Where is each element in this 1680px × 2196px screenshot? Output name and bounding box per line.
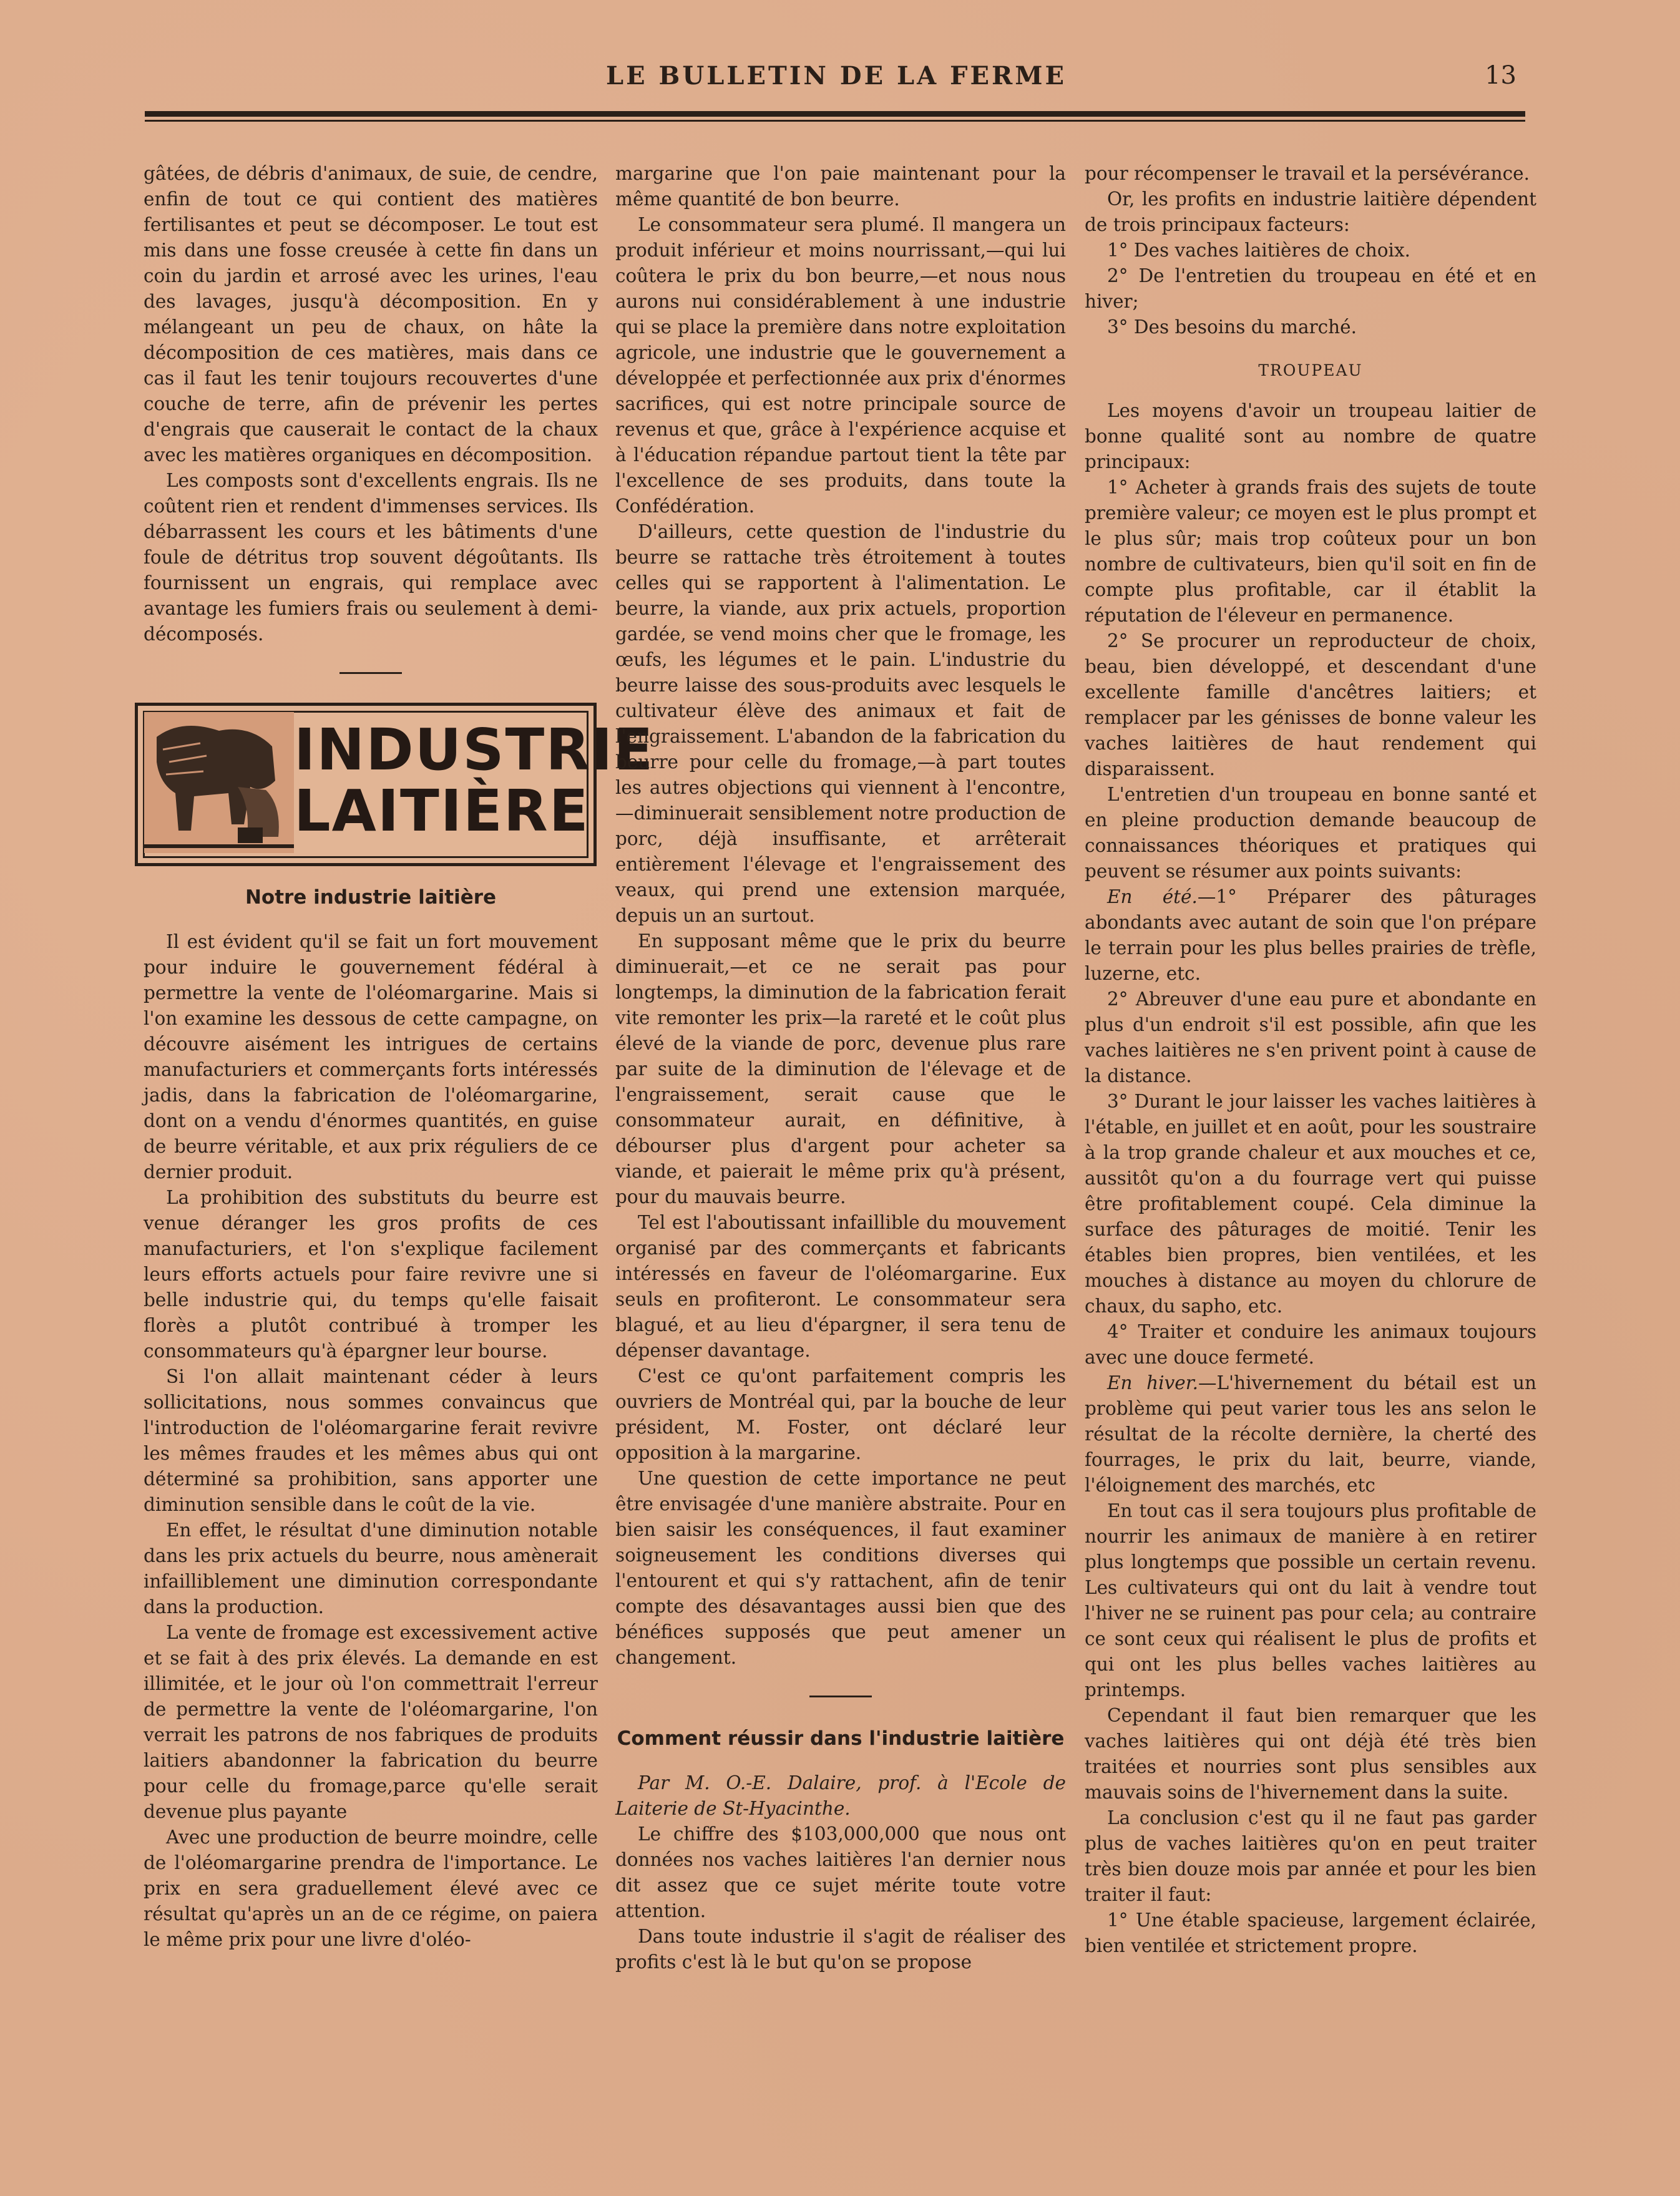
header-rule-thin — [145, 120, 1525, 122]
paragraph: Cependant il faut bien remarquer que les vaches laitières qui ont déjà été très bien traitées et nourries sont plus sensibles aux mauvais soins de l'hivernement dans la suite. — [1085, 1705, 1536, 1803]
paragraph: C'est ce qu'ont parfaitement compris les ouvriers de Montréal qui, par la bouche de leur président, M. Foster, ont déclaré leur opposition à la margarine. — [615, 1365, 1066, 1463]
page-number: 13 — [1485, 61, 1516, 90]
paragraph — [1085, 884, 1536, 987]
paragraph: Avec une production de beurre moindre, celle de l'oléomargarine prendra de l'importance. Le prix en sera graduellement élevé avec ce résultat qu'après un an de ce régime, on paiera le même prix pour une livre d'oléo- — [144, 1827, 598, 1950]
separator — [339, 672, 402, 674]
season-label: En été. — [1107, 886, 1198, 907]
paragraph: gâtées, de débris d'animaux, de suie, de cendre, enfin de tout ce qui contient des matières fertilisantes et peut se décomposer. Le tout est mis dans une fosse creusée à cette fin dans un coin du jardin et arrosé avec les urines, l'eau des lavages, jusqu'à décomposition. En y mélangeant un peu de chaux, on hâte la décomposition de ces matières, mais dans ce cas il faut les tenir toujours recouvertes d'une couche de terre, afin de prévenir les pertes d'engrais que causerait le contact de la chaux avec les matières organiques en décomposition. — [144, 163, 598, 466]
paragraph: La conclusion c'est qu il ne faut pas garder plus de vaches laitières qu'on en peut traiter très bien douze mois par année et pour les bien traiter il faut: — [1085, 1807, 1536, 1905]
paragraph: Une question de cette importance ne peut être envisagée d'une manière abstraite. Pour en bien saisir les conséquences, il faut examiner soigneusement les conditions diverses qui l'entourent et qui s'y rattachent, afin de tenir compte des désavantages aussi bien que des bénéfices supposés que peut amener un changement. — [615, 1468, 1066, 1668]
paragraph: 3° Durant le jour laisser les vaches laitières à l'étable, en juillet et en août, pour les soustraire à la trop grande chaleur et aux mouches et ce, aussitôt qu'on a du fourrage vert qui puisse être profitablement coupé. Cela diminue la surface des pâturages de moitié. Tenir les étables bien propres, bien ventilées, et les mouches à distance au moyen du chlorure de chaux, du sapho, etc. — [1085, 1091, 1536, 1317]
byline: Par M. O.-E. Dalaire, prof. à l'Ecole de Laiterie de St-Hyacinthe. — [615, 1772, 1066, 1819]
column-1 — [144, 161, 655, 1953]
paragraph-text: —L'hivernement du bétail est un problème qui peut varier tous les ans selon le résultat de la récolte dernière, la cherté des fourrages, le prix du lait, beurre, viande, l'éloignement des marchés, etc — [1085, 1372, 1536, 1496]
paragraph: En tout cas il sera toujours plus profitable de nourrir les animaux de manière à en retirer plus longtemps que possible un certain revenu. Les cultivateurs qui ont du lait à vendre tout l'hiver ne se ruinent pas pour cela; au contraire ce sont ceux qui réalisent le plus de profits et qui ont les plus belles vaches laitières au printemps. — [1085, 1500, 1536, 1701]
paragraph: Les moyens d'avoir un troupeau laitier de bonne qualité sont au nombre de quatre principaux: — [1085, 400, 1536, 472]
paragraph: En effet, le résultat d'une diminution notable dans les prix actuels du beurre, nous amènerait infailliblement une diminution correspondante dans la production. — [144, 1520, 598, 1618]
paragraph: Dans toute industrie il s'agit de réaliser des profits c'est là le but qu'on se propose — [615, 1926, 1066, 1973]
paragraph: Le consommateur sera plumé. Il mangera un produit inférieur et moins nourrissant,—qui lui coûtera le prix du bon beurre,—et nous nous aurons nui considérablement à une industrie qui se place la première dans notre exploitation agricole, une industrie que le gouvernement a développée et perfectionnée aux prix d'énormes sacrifices, qui est notre principale source de revenus et que, grâce à l'expérience acquise et à l'éducation répandue partout tient la tête par l'excellence de ses produits, dans toute la Confédération. — [615, 214, 1067, 517]
paragraph: La vente de fromage est excessivement active et se fait à des prix élevés. La demande en est illimitée, et le jour où l'on commettrait l'erreur de permettre la vente de l'oléomargarine, l'on verrait les patrons de nos fabriques de produits laitiers abandonner la fabrication du beurre pour celle du fromage,parce qu'elle serait devenue plus payante — [144, 1622, 598, 1822]
list-item: 2° De l'entretien du troupeau en été et en hiver; — [1085, 265, 1536, 312]
page-header — [150, 61, 1523, 99]
banner-title-line-2: LAITIÈRE — [294, 778, 590, 844]
paragraph: Il est évident qu'il se fait un fort mouvement pour induire le gouvernement fédéral à permettre la vente de l'oléomargarine. Mais si l'on examine les dessous de cette campagne, on découvre aisément les intrigues de certains manufacturiers et commerçants forts intéressés jadis, dans la fabrication de l'oléomargarine, dont on a vendu d'énormes quantités, en guise de beurre véritable, et aux prix réguliers de ce dernier produit. — [144, 931, 598, 1183]
paragraph: Si l'on allait maintenant céder à leurs sollicitations, nous sommes convaincus que l'introduction de l'oléomargarine ferait revivre les mêmes fraudes et les mêmes abus qui ont déterminé sa prohibition, sans apporter une diminution sensible dans le coût de la vie. — [144, 1366, 598, 1515]
paragraph: L'entretien d'un troupeau en bonne santé et en pleine production demande beaucoup de connaissances théoriques et pratiques qui peuvent se résumer aux points suivants: — [1085, 784, 1536, 882]
list-item: 3° Des besoins du marché. — [1107, 316, 1357, 338]
paragraph: Or, les profits en industrie laitière dépendent de trois principaux facteurs: — [1085, 188, 1536, 235]
section-title: Notre industrie laitière — [245, 886, 497, 909]
column-2 — [615, 161, 1066, 1975]
masthead: LE BULLETIN DE LA FERME — [605, 61, 1067, 90]
banner-title — [294, 716, 655, 844]
cow-and-milkmaid-illustration — [144, 712, 294, 853]
section-title: Comment réussir dans l'industrie laitière — [617, 1727, 1065, 1750]
paragraph — [1085, 1370, 1536, 1498]
paragraph: Tel est l'aboutissant infaillible du mouvement organisé par des commerçants et fabricants intéressés en faveur de l'oléomargarine. Eux seuls en profiteront. Le consommateur sera blagué, et au lieu d'épargner, il sera tenu de dépenser davantage. — [615, 1212, 1066, 1361]
paragraph: Les composts sont d'excellents engrais. Ils ne coûtent rien et rendent d'immenses services. Ils débarrassent les cours et les bâtiments d'une foule de détritus trop souvent dégoûtants. Ils fournissent un engrais, qui remplace avec avantage les fumiers frais ou seulement à demi-décomposés. — [144, 470, 598, 645]
subsection-title: TROUPEAU — [1258, 361, 1363, 379]
paragraph-text: —1° Préparer des pâturages abondants avec autant de soin que l'on prépare le terrain pour les plus belles prairies de trèfle, luzerne, etc. — [1085, 886, 1537, 984]
paragraph: 2° Abreuver d'une eau pure et abondante en plus d'un endroit s'il est possible, afin que les vaches laitières ne s'en privent point à cause de la distance. — [1085, 988, 1536, 1086]
paragraph: En supposant même que le prix du beurre diminuerait,—et ce ne serait pas pour longtemps, la diminution de la fabrication ferait vite remonter les prix—la rareté et le coût plus élevé de la viande de porc, devenue plus rare par suite de la diminution de l'élevage et de l'engraissement, serait cause que le consommateur aurait, en définitive, à débourser plus d'argent pour acheter sa viande, et paierait le même prix qu'à présent, pour du mauvais beurre. — [615, 930, 1066, 1208]
column-3 — [1085, 161, 1536, 1959]
paragraph: D'ailleurs, cette question de l'industrie du beurre se rattache très étroitement à toutes celles qui se rapportent à l'alimentation. Le beurre, la viande, aux prix actuels, proportion gardée, se vend moins cher que le fromage, les œufs, les légumes et le pain. L'industrie du beurre laisse des sous-produits avec lesquels le cultivateur élève des animaux et fait de l'engraissement. L'abandon de la fabrication du beurre pour celle du fromage,—à part toutes les autres objections qui viennent à l'encontre,—diminuerait sensiblement notre production de porc, déjà insuffisante, et arrêterait entièrement l'élevage et l'engraissement des veaux, qui prend une extension marquée, depuis un an surtout. — [615, 521, 1066, 926]
separator — [809, 1696, 872, 1697]
paragraph: Le chiffre des $103,000,000 que nous ont données nos vaches laitières l'an dernier nous dit assez que ce sujet mérite toute votre attention. — [615, 1823, 1066, 1921]
banner-title-line-1: INDUSTRIE — [294, 716, 655, 783]
industrie-laitiere-banner — [135, 703, 655, 866]
paragraph: pour récompenser le travail et la persévérance. — [1085, 163, 1530, 184]
paragraph: 1° Acheter à grands frais des sujets de toute première valeur; ce moyen est le plus prompt et le plus sûr; mais trop coûteux pour un bon nombre de cultivateurs, bien qu'il soit en fin de compte plus profitable, car il établit la réputation de l'éleveur en permanence. — [1085, 477, 1536, 626]
paragraph: La prohibition des substituts du beurre est venue déranger les gros profits de ces manufacturiers, et l'on s'explique facilement leurs efforts actuels pour faire revivre une si belle industrie qui, du temps qu'elle faisait florès a plutôt contribué à tromper les consommateurs qu'à épargner leur bourse. — [144, 1187, 598, 1362]
season-label: En hiver. — [1107, 1372, 1198, 1393]
paragraph: 2° Se procurer un reproducteur de choix, beau, bien développé, et descendant d'une excellente famille d'ancêtres laitiers; et remplacer par les génisses de bonne valeur les vaches laitières de haut rendement qui disparaissent. — [1085, 630, 1536, 779]
paragraph: 4° Traiter et conduire les animaux toujours avec une douce fermeté. — [1085, 1321, 1536, 1368]
list-item: 1° Des vaches laitières de choix. — [1107, 240, 1411, 261]
paragraph: margarine que l'on paie maintenant pour la même quantité de bon beurre. — [615, 163, 1066, 210]
header-rule-thick — [145, 111, 1525, 117]
paragraph: 1° Une étable spacieuse, largement éclairée, bien ventilée et strictement propre. — [1085, 1910, 1536, 1956]
